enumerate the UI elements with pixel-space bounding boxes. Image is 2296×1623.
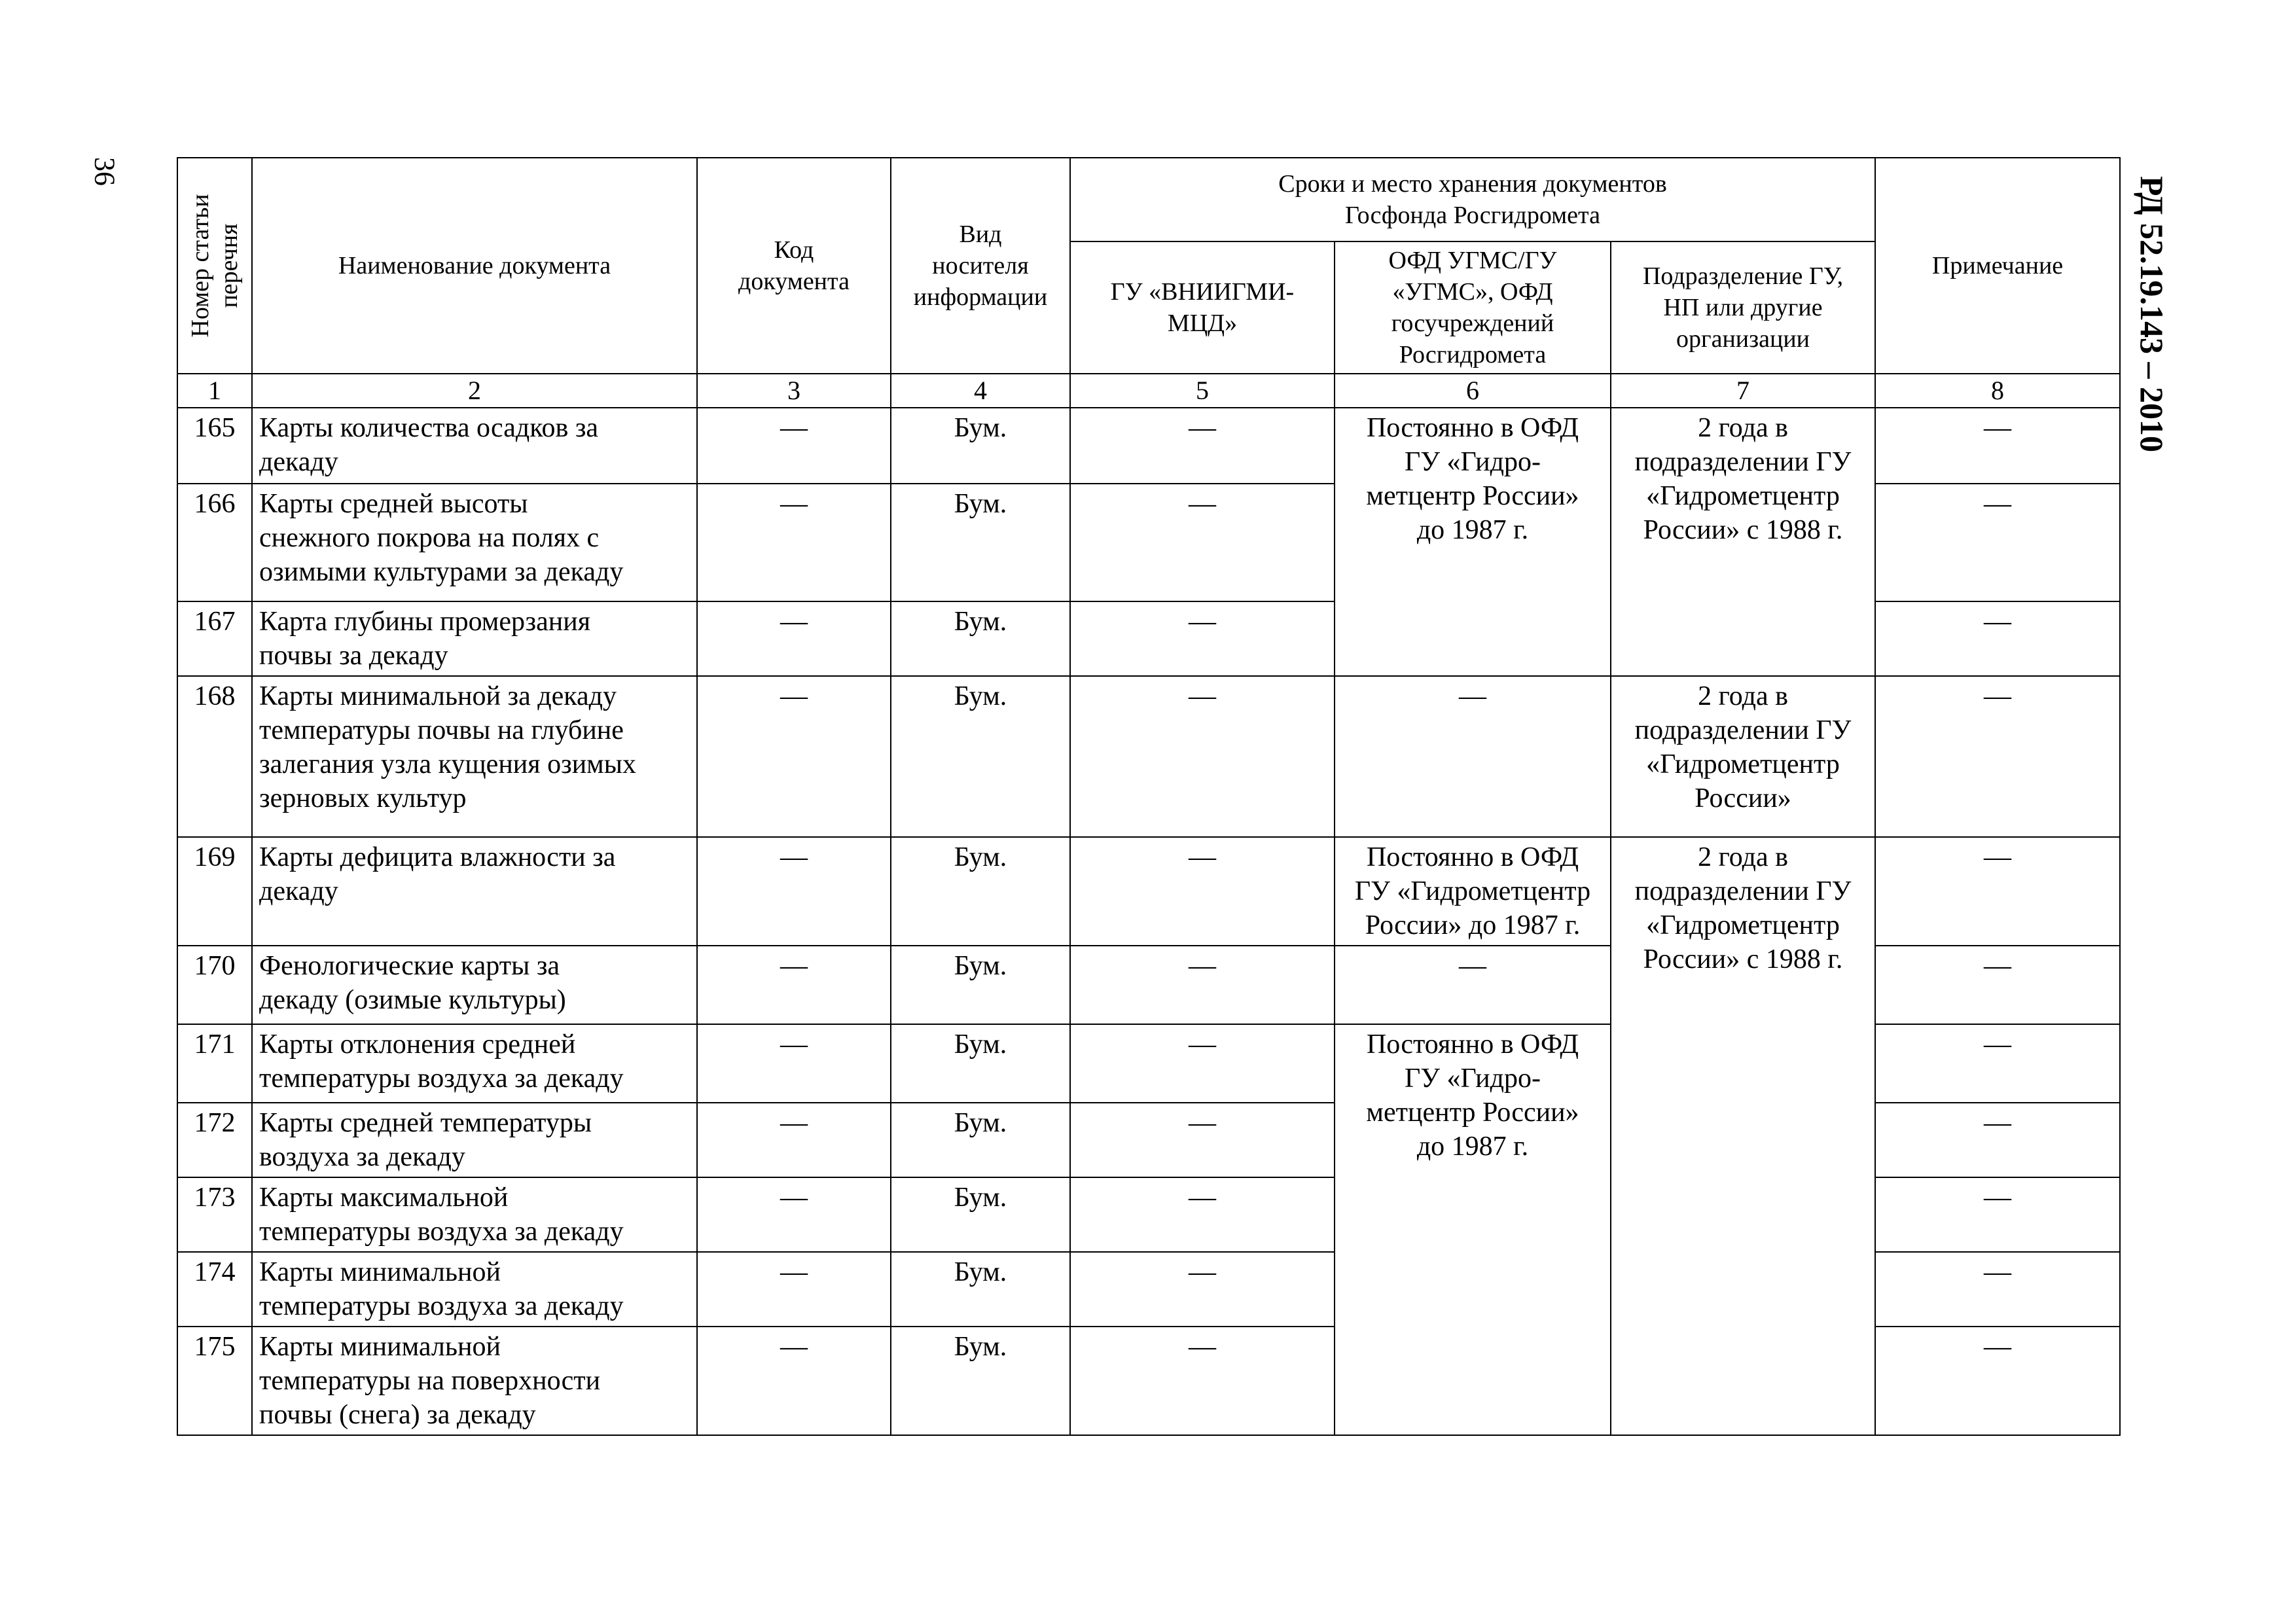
- note: —: [1875, 946, 2120, 1024]
- subdivision-storage: 2 года в подразделении ГУ «Гидрометцентр России» с 1988 г.: [1611, 837, 1875, 1435]
- gu-storage: —: [1070, 1177, 1335, 1252]
- gu-storage: —: [1070, 1103, 1335, 1177]
- media-type: Бум.: [891, 1327, 1070, 1435]
- note: —: [1875, 408, 2120, 484]
- document-name: Карты дефицита влажности за декаду: [252, 837, 697, 946]
- table-row: [177, 837, 2120, 946]
- note: —: [1875, 1252, 2120, 1327]
- document-code: —: [697, 1177, 891, 1252]
- document-code: —: [697, 1103, 891, 1177]
- media-type: Бум.: [891, 601, 1070, 676]
- header-cell-subdivision: Подразделение ГУ, НП или другие организации: [1611, 241, 1875, 374]
- note: —: [1875, 1177, 2120, 1252]
- row-number: 172: [177, 1103, 252, 1177]
- media-type: Бум.: [891, 676, 1070, 837]
- note: —: [1875, 601, 2120, 676]
- media-type: Бум.: [891, 484, 1070, 601]
- header-cell-storage-group: Сроки и место хранения документов Госфонда Росгидромета: [1070, 158, 1875, 241]
- media-type: Бум.: [891, 408, 1070, 484]
- gu-storage: —: [1070, 1024, 1335, 1103]
- document-name: Карты средней высоты снежного покрова на полях с озимыми культурами за декаду: [252, 484, 697, 601]
- row-number: 170: [177, 946, 252, 1024]
- header-cell-gu: ГУ «ВНИИГМИ- МЦД»: [1070, 241, 1335, 374]
- document-name: Карты минимальной за декаду температуры почвы на глубине залегания узла кущения озимых зерновых культур: [252, 676, 697, 837]
- header-cell-number: [177, 158, 252, 374]
- document-name: Карты средней температуры воздуха за декаду: [252, 1103, 697, 1177]
- column-index: 6: [1335, 374, 1611, 408]
- gu-storage: —: [1070, 1252, 1335, 1327]
- column-index: 8: [1875, 374, 2120, 408]
- ofd-storage: Постоянно в ОФД ГУ «Гидро- метцентр России» до 1987 г.: [1335, 408, 1611, 676]
- document-code: —: [697, 946, 891, 1024]
- media-type: Бум.: [891, 1177, 1070, 1252]
- gu-storage: —: [1070, 601, 1335, 676]
- document-name: Карта глубины промерзания почвы за декаду: [252, 601, 697, 676]
- document-code: —: [697, 601, 891, 676]
- column-index: 3: [697, 374, 891, 408]
- media-type: Бум.: [891, 1252, 1070, 1327]
- document-code: —: [697, 408, 891, 484]
- row-number: 171: [177, 1024, 252, 1103]
- document-name: Карты максимальной температуры воздуха за декаду: [252, 1177, 697, 1252]
- subdivision-storage: 2 года в подразделении ГУ «Гидрометцентр России» с 1988 г.: [1611, 408, 1875, 676]
- media-type: Бум.: [891, 837, 1070, 946]
- row-number: 173: [177, 1177, 252, 1252]
- header-cell-media: Вид носителя информации: [891, 158, 1070, 374]
- gu-storage: —: [1070, 484, 1335, 601]
- header-cell-note: Примечание: [1875, 158, 2120, 374]
- page-number: 36: [88, 157, 121, 186]
- column-index: 2: [252, 374, 697, 408]
- column-index: 5: [1070, 374, 1335, 408]
- ofd-storage: Постоянно в ОФД ГУ «Гидро- метцентр России» до 1987 г.: [1335, 1024, 1611, 1435]
- media-type: Бум.: [891, 1024, 1070, 1103]
- row-number: 165: [177, 408, 252, 484]
- note: —: [1875, 676, 2120, 837]
- media-type: Бум.: [891, 946, 1070, 1024]
- document-registry-table: [177, 157, 2121, 1436]
- row-number: 166: [177, 484, 252, 601]
- note: —: [1875, 484, 2120, 601]
- document-code: —: [697, 676, 891, 837]
- ofd-storage: Постоянно в ОФД ГУ «Гидрометцентр России» до 1987 г.: [1335, 837, 1611, 946]
- header-cell-ofd: ОФД УГМС/ГУ «УГМС», ОФД госучреждений Росгидромета: [1335, 241, 1611, 374]
- media-type: Бум.: [891, 1103, 1070, 1177]
- document-code: —: [697, 1024, 891, 1103]
- gu-storage: —: [1070, 676, 1335, 837]
- subdivision-storage: 2 года в подразделении ГУ «Гидрометцентр России»: [1611, 676, 1875, 837]
- ofd-storage: —: [1335, 676, 1611, 837]
- header-cell-name: Наименование документа: [252, 158, 697, 374]
- row-number: 174: [177, 1252, 252, 1327]
- row-number: 169: [177, 837, 252, 946]
- note: —: [1875, 837, 2120, 946]
- column-index: 1: [177, 374, 252, 408]
- ofd-storage: —: [1335, 946, 1611, 1024]
- document-name: Карты минимальной температуры воздуха за декаду: [252, 1252, 697, 1327]
- gu-storage: —: [1070, 408, 1335, 484]
- document-code: —: [697, 484, 891, 601]
- header-row-1: [177, 158, 2120, 241]
- row-number: 167: [177, 601, 252, 676]
- note: —: [1875, 1024, 2120, 1103]
- column-index: 4: [891, 374, 1070, 408]
- gu-storage: —: [1070, 946, 1335, 1024]
- document-name: Фенологические карты за декаду (озимые культуры): [252, 946, 697, 1024]
- gu-storage: —: [1070, 837, 1335, 946]
- row-number: 175: [177, 1327, 252, 1435]
- document-name: Карты отклонения средней температуры воздуха за декаду: [252, 1024, 697, 1103]
- document-name: Карты количества осадков за декаду: [252, 408, 697, 484]
- table-row: [177, 676, 2120, 837]
- header-number-label: Номер статьи перечня: [187, 194, 243, 338]
- document-code: РД 52.19.143 – 2010: [2134, 175, 2170, 453]
- document-code: —: [697, 1252, 891, 1327]
- document-code: —: [697, 837, 891, 946]
- row-number: 168: [177, 676, 252, 837]
- header-cell-code: Код документа: [697, 158, 891, 374]
- column-index-row: [177, 374, 2120, 408]
- note: —: [1875, 1327, 2120, 1435]
- document-code: —: [697, 1327, 891, 1435]
- note: —: [1875, 1103, 2120, 1177]
- table-row: [177, 408, 2120, 484]
- gu-storage: —: [1070, 1327, 1335, 1435]
- column-index: 7: [1611, 374, 1875, 408]
- document-name: Карты минимальной температуры на поверхности почвы (снега) за декаду: [252, 1327, 697, 1435]
